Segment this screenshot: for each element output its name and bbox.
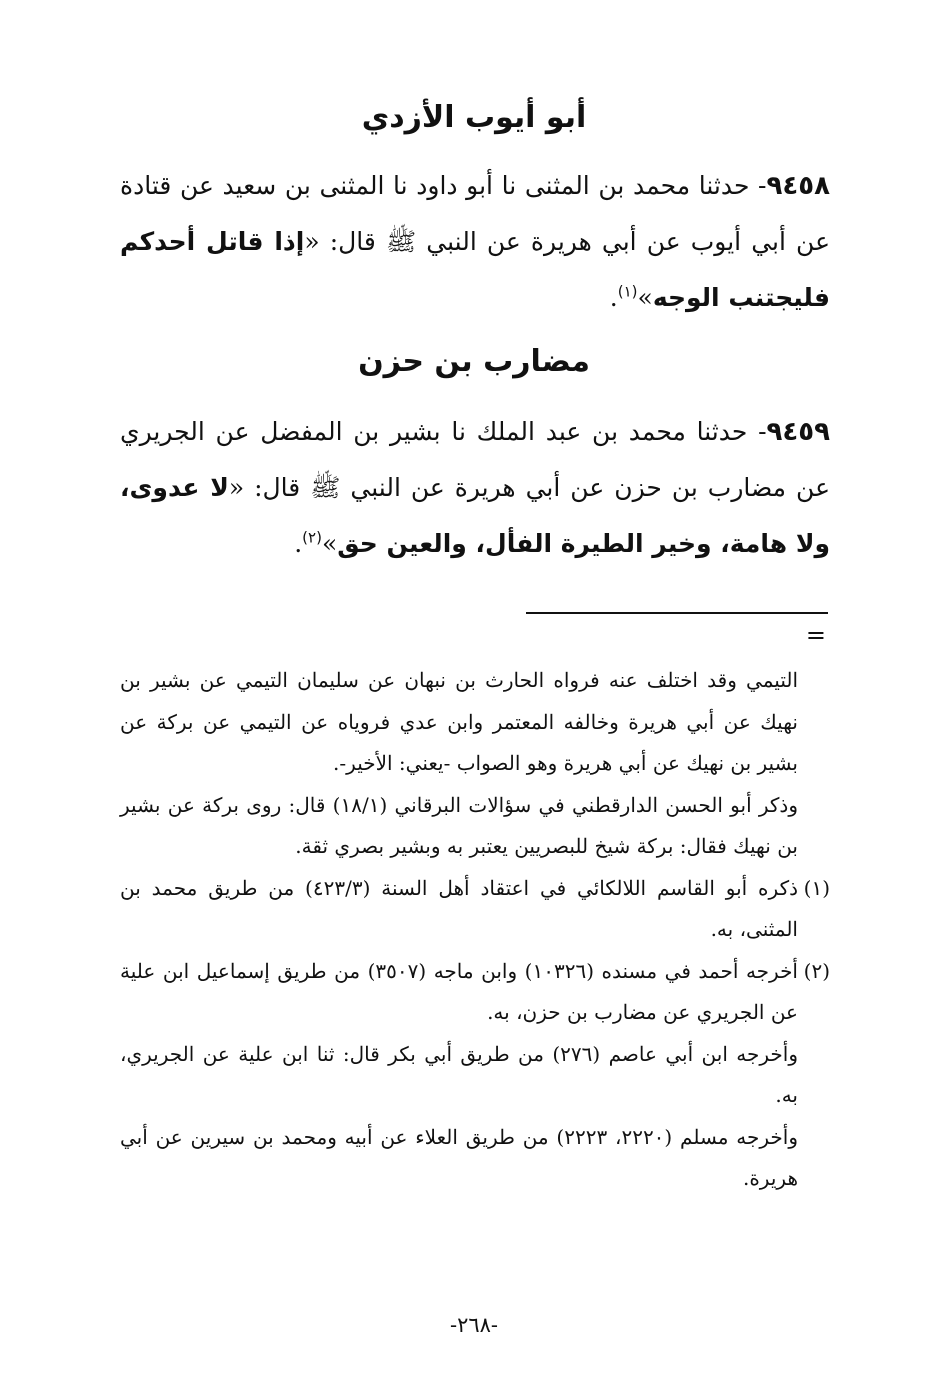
footnotes-section xyxy=(120,660,830,1200)
footnote-continuation-1: التيمي وقد اختلف عنه فرواه الحارث بن نبهان عن سليمان التيمي عن بشير بن نهيك عن أبي هريرة وخالفه المعتمر وابن عدي فروياه عن التيمي عن بركة عن بشير بن نهيك عن أبي هريرة وهو الصواب -يعني: الأخير-. xyxy=(120,668,798,775)
section-heading-mudarib: مضارب بن حزن xyxy=(358,344,590,379)
hadith-entry-9458 xyxy=(120,158,830,326)
section-heading-abu-ayyub: أبو أيوب الأزدي xyxy=(361,100,587,135)
footnote-text-1: ذكره أبو القاسم اللالكائي في اعتقاد أهل السنة (٤٢٣/٣) من طريق محمد بن المثنى، به. xyxy=(120,875,799,941)
hadith-isnad: - حدثنا محمد بن المثنى نا أبو داود نا المثنى بن سعيد عن قتادة عن أبي أيوب عن أبي هريرة عن النبي ﷺ قال: « xyxy=(120,171,830,256)
page-number: -٢٦٨- xyxy=(449,1313,499,1337)
hadith-matn: لا عدوى، ولا هامة، وخير الطيرة الفأل، والعين حق xyxy=(120,473,830,558)
footnote-separator xyxy=(526,612,828,614)
entry-end: . xyxy=(609,283,618,312)
continuation-mark: = xyxy=(805,621,826,649)
footnote-mark-1: (١) xyxy=(803,875,830,900)
footnote-1 xyxy=(120,868,830,951)
hadith-number: ٩٤٥٨ xyxy=(766,171,830,201)
quote-close: » xyxy=(321,529,338,558)
footnote-ref-2[interactable]: (٢) xyxy=(302,528,322,547)
footnote-2-continuation-a: وأخرجه ابن أبي عاصم (٢٧٦) من طريق أبي بكر قال: ثنا ابن علية عن الجريري، به. xyxy=(120,1041,798,1107)
hadith-number: ٩٤٥٩ xyxy=(766,417,830,447)
quote-close: » xyxy=(637,283,653,312)
footnote-text-2: أخرجه أحمد في مسنده (١٠٣٢٦) وابن ماجه (٣٥٠٧) من طريق إسماعيل ابن علية عن الجريري عن مضارب بن حزن، به. xyxy=(120,958,798,1024)
footnote-2 xyxy=(120,951,830,1034)
footnote-continuation-2: وذكر أبو الحسن الدارقطني في سؤالات البرقاني (١٨/١) قال: روى بركة عن بشير بن نهيك فقال: بركة شيخ للبصريين يعتبر به وبشير بصري ثقة. xyxy=(120,792,799,858)
hadith-isnad: - حدثنا محمد بن عبد الملك نا بشير بن المفضل عن الجريري عن مضارب بن حزن عن أبي هريرة عن النبي ﷺ قال: « xyxy=(120,417,831,502)
hadith-matn: إذا قاتل أحدكم فليجتنب الوجه xyxy=(120,227,830,312)
footnote-mark-2: (٢) xyxy=(803,958,830,983)
hadith-entry-9459 xyxy=(120,404,830,572)
footnote-ref-1[interactable]: (١) xyxy=(617,282,638,301)
entry-end: . xyxy=(294,529,303,558)
footnote-2-continuation-b: وأخرجه مسلم (٢٢٢٠، ٢٢٢٣) من طريق العلاء عن أبيه ومحمد بن سيرين عن أبي هريرة. xyxy=(120,1124,798,1190)
